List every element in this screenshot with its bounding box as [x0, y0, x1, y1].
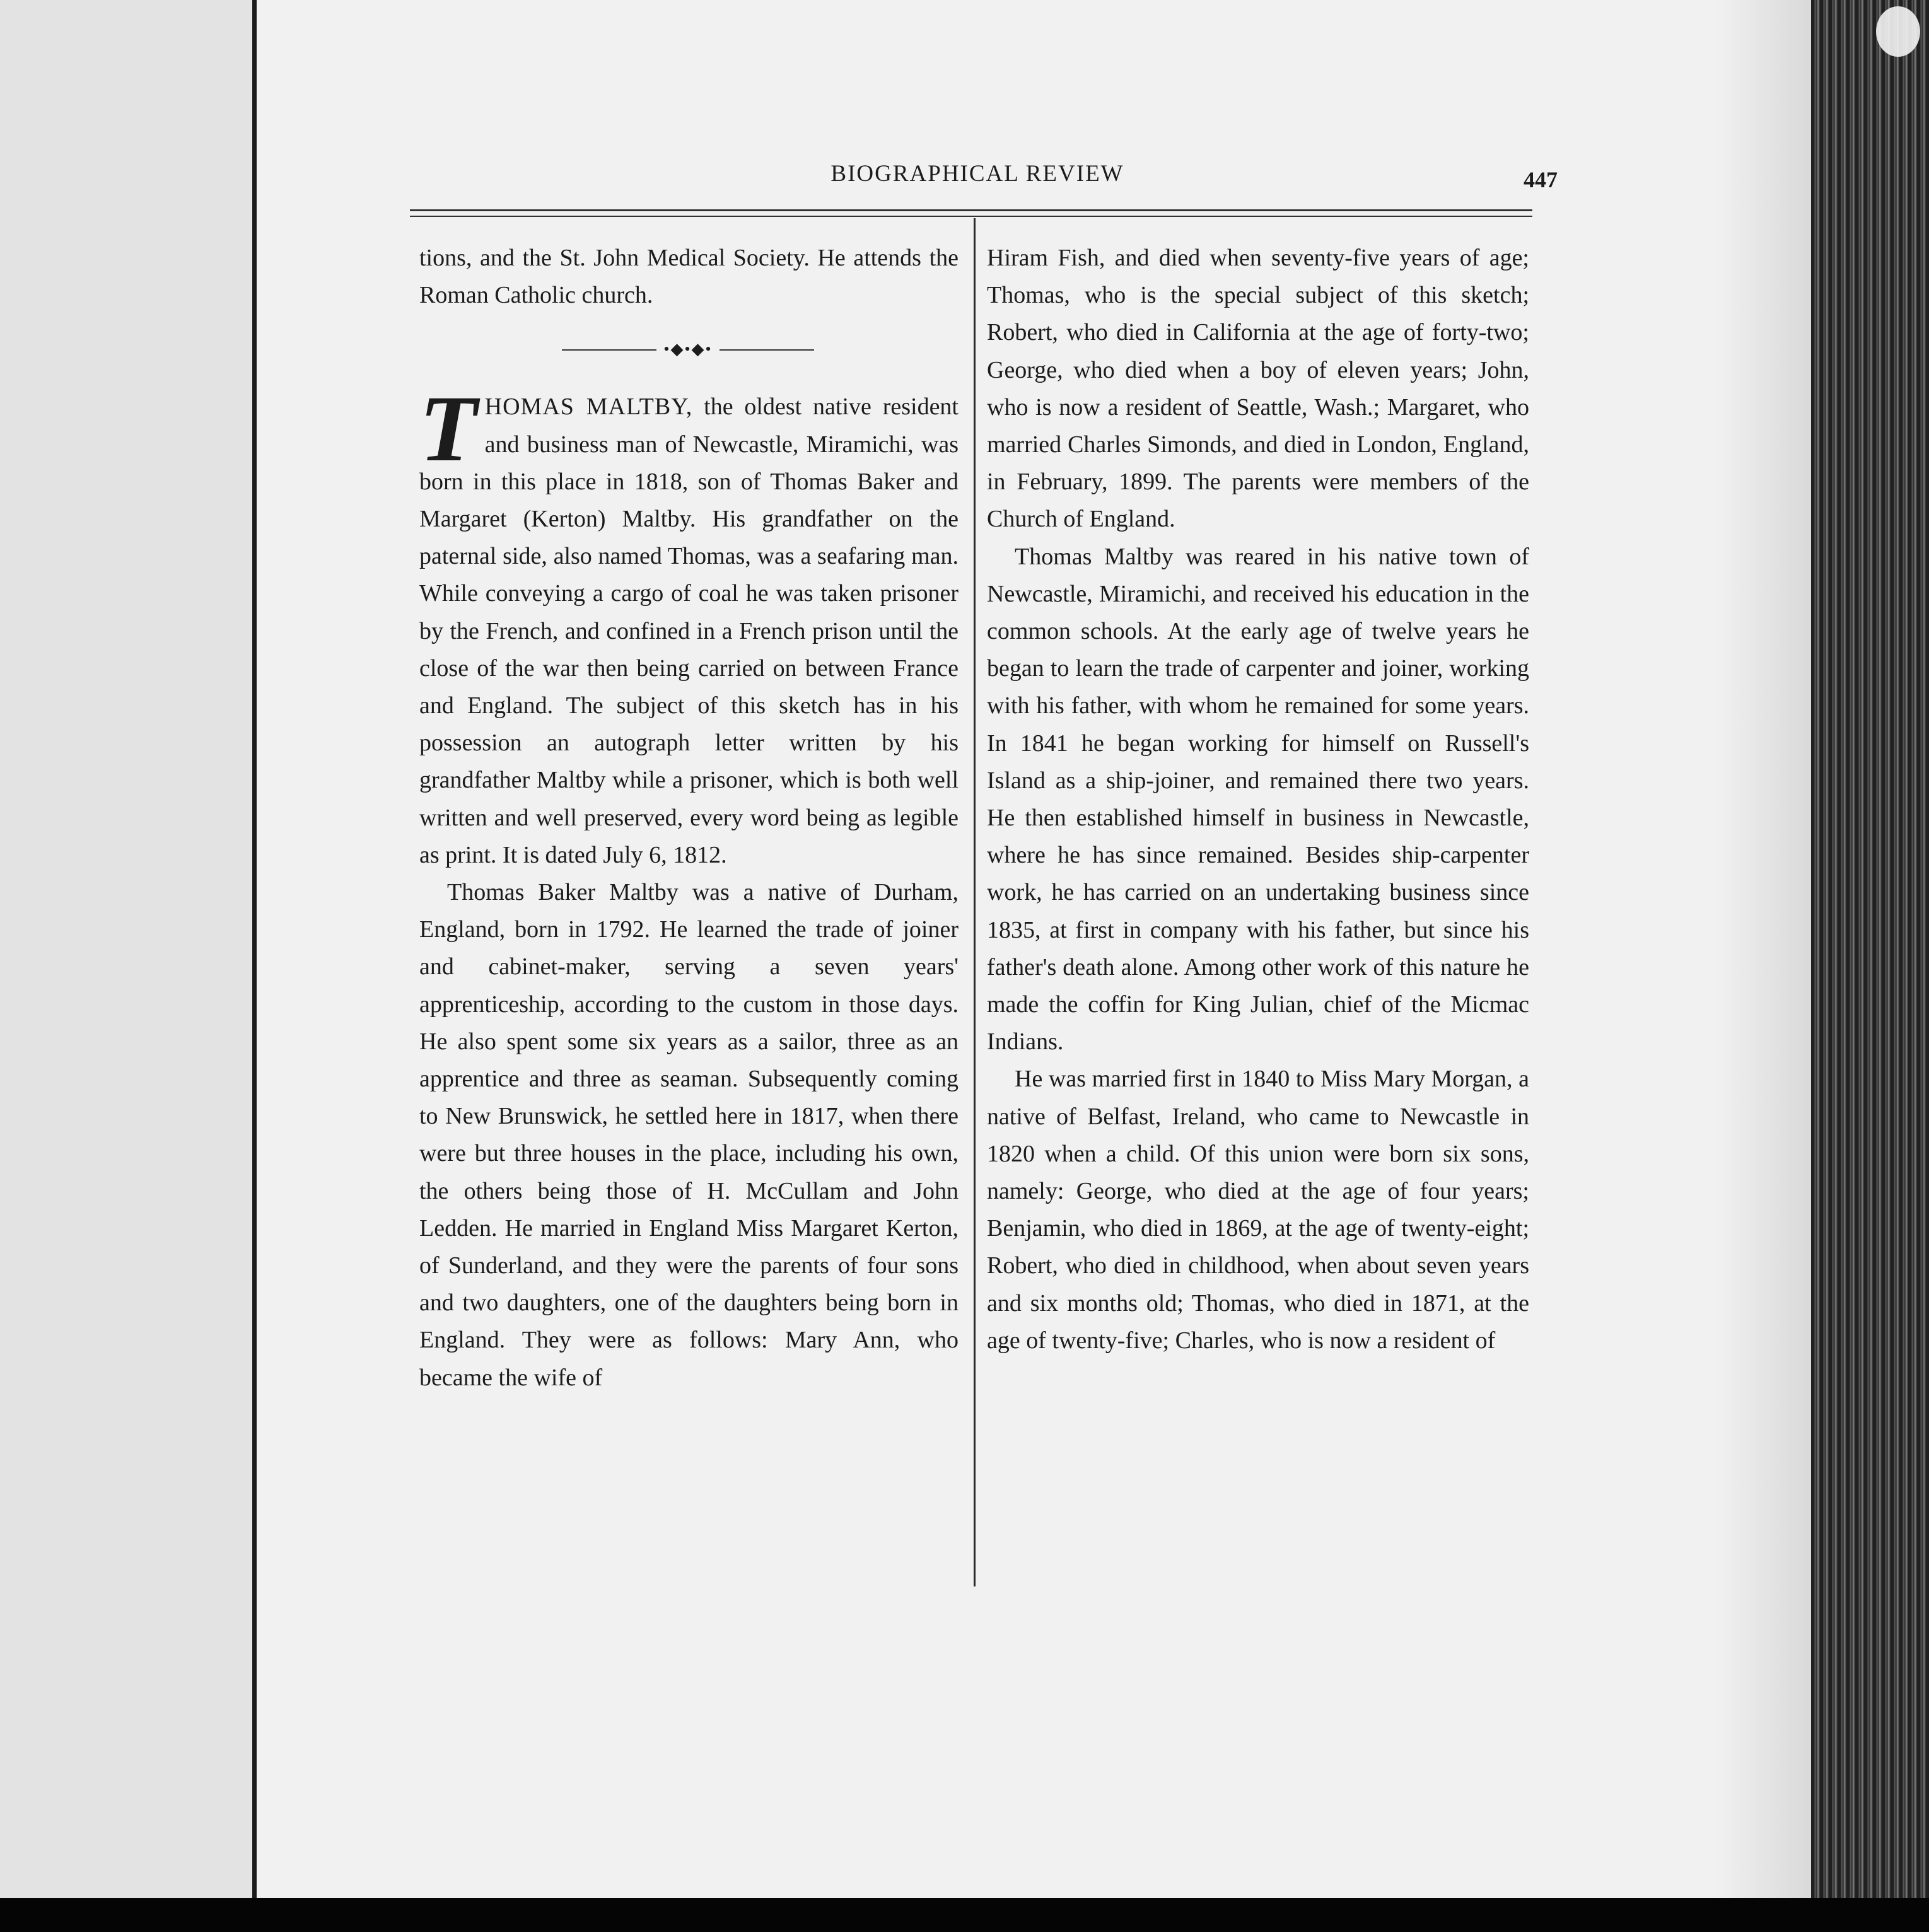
left-column [419, 240, 959, 1397]
page-number: 447 [1524, 167, 1558, 192]
subject-name: HOMAS MALTBY, [484, 393, 693, 421]
page-curl-shadow [1715, 0, 1811, 1898]
right-column [987, 240, 1529, 1359]
paragraph-marriage: He was married first in 1840 to Miss Mary Morgan, a native of Belfast, Ireland, who came to Newcastle in 1820 when a child. Of this union were born six sons, namely: George, who died at the age of four years; Benjamin, who died in 1869, at the age of twenty-eight; Robert, who died in childhood, when about seven years and six months old; Thomas, who died in 1871, at the age of twenty-five; Charles, who is now a resident of [987, 1066, 1529, 1354]
drop-cap: T [419, 376, 477, 482]
section-separator [419, 314, 959, 388]
paragraph-continued: tions, and the St. John Medical Society. He attends the Roman Catholic church. [419, 245, 959, 309]
binding-gutter [252, 0, 257, 1898]
paragraph-siblings: Hiram Fish, and died when seventy-five years of age; Thomas, who is the special subject of this sketch; Robert, who died in California at the age of forty-two; George, who died when a boy of eleven years; John, who is now a resident of Seattle, Wash.; Margaret, who married Charles Simonds, and died in London, England, in February, 1899. The parents were members of the Church of England. [987, 245, 1529, 533]
biography-opening-paragraph [419, 376, 959, 874]
header-rule-top [410, 209, 1532, 211]
paragraph-career: Thomas Maltby was reared in his native town of Newcastle, Miramichi, and received his education in the common schools. At the early age of twelve years he began to learn the trade of carpenter and joiner, working with his father, with whom he remained for some years. In 1841 he began working for himself on Russell's Island as a ship-joiner, and remained there two years. He then established himself in business in Newcastle, where he has since remained. Besides ship-carpenter work, he has carried on an undertaking business since 1835, at first in company with his father, but since his father's death alone. Among other work of this nature he made the coffin for King Julian, chief of the Micmac Indians. [987, 543, 1529, 1056]
paper-damage-spot [1876, 6, 1920, 57]
paragraph-father: Thomas Baker Maltby was a native of Durham, England, born in 1792. He learned the trade of joiner and cabinet-maker, serving a seven years' apprenticeship, according to the custom in those days. He also spent some six years as a sailor, three as an apprentice and three as seaman. Subsequently coming to New Brunswick, he settled here in 1817, when there were but three houses in the place, including his own, the others being those of H. McCullam and John Ledden. He married in England Miss Margaret Kerton, of Sunderland, and they were the parents of four sons and two daughters, one of the daughters being born in England. They were as follows: Mary Ann, who became the wife of [419, 879, 959, 1391]
separator-ornament: •◆•◆• [656, 337, 720, 362]
opening-text: the oldest native resident and business man of Newcastle, Miramichi, was born in this place in 1818, son of Thomas Baker and Margaret (Kerton) Maltby. His grandfather on the paternal side, also named Thomas, was a seafaring man. While conveying a cargo of coal he was taken prisoner by the French, and confined in a French prison until the close of the war then being carried on between France and England. The subject of this sketch has in his possession an autograph letter written by his grandfather Maltby while a prisoner, which is both well written and well preserved, every word being as legible as print. It is dated July 6, 1812. [419, 393, 959, 868]
running-title: BIOGRAPHICAL REVIEW [830, 161, 1124, 187]
facing-page-margin [0, 0, 254, 1898]
scanner-bed-border [0, 1898, 1929, 1932]
column-divider [974, 218, 976, 1586]
book-page-edges [1811, 0, 1929, 1898]
header-rule-bottom [410, 216, 1532, 217]
